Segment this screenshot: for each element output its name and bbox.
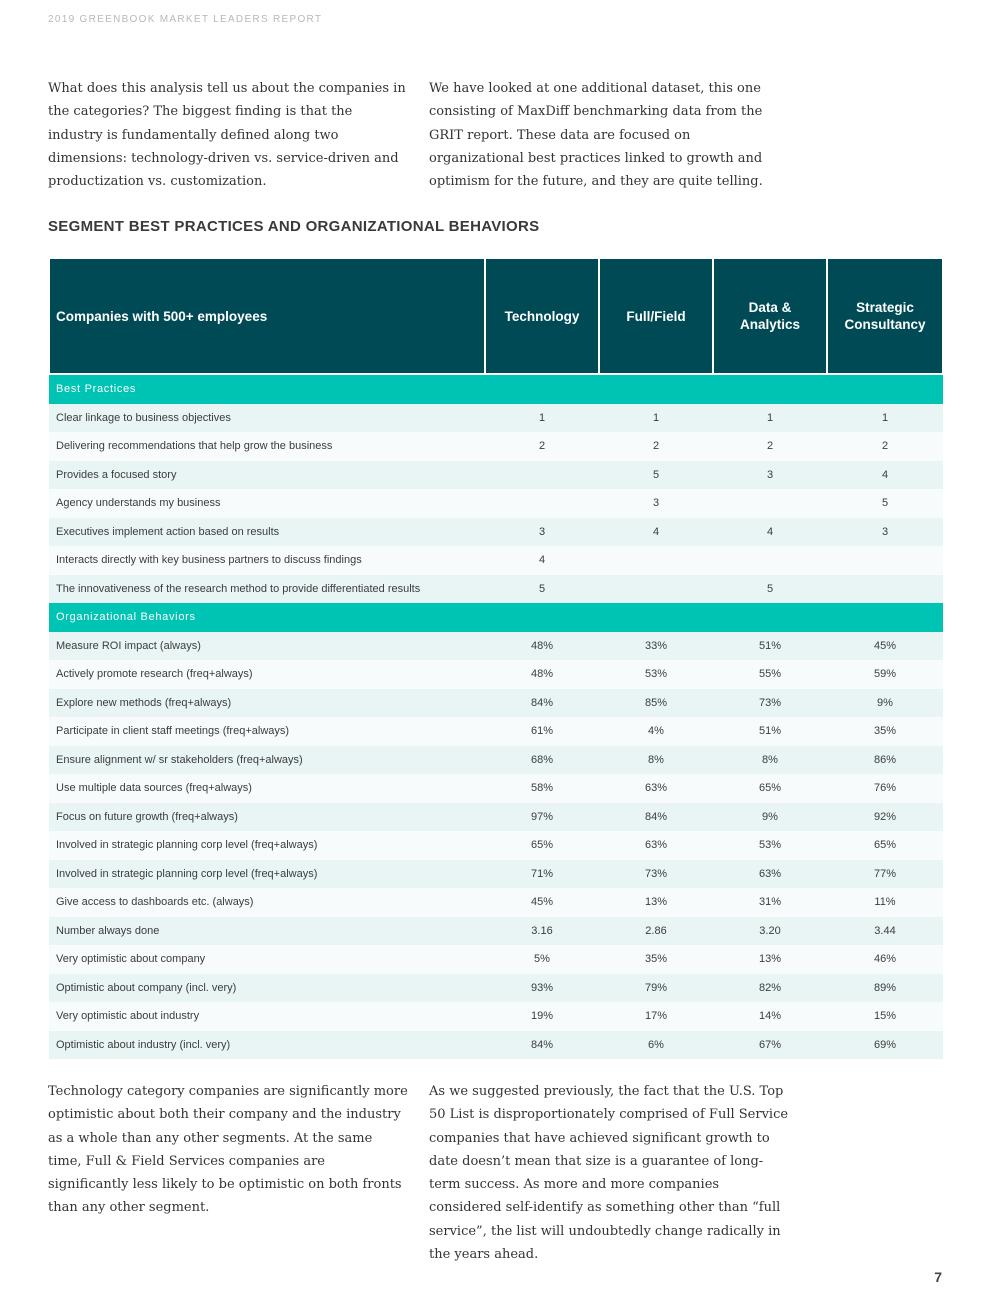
cell-value: 53% — [713, 831, 827, 860]
cell-value: 4 — [827, 461, 943, 490]
table-row — [49, 945, 943, 974]
running-header: 2019 GREENBOOK MARKET LEADERS REPORT — [48, 14, 323, 25]
outro-paragraph-right: As we suggested previously, the fact that the U.S. Top 50 List is disproportionately comprised of Full Service companies that have achieved significant growth to date doesn’t mean that size is a guarantee of long-term success. As more and more companies considered self-identify as something other than “full service”, the list will undoubtedly change radically in the years ahead. — [429, 1084, 789, 1263]
cell-value: 3 — [713, 461, 827, 490]
table-row — [49, 461, 943, 490]
table-row — [49, 746, 943, 775]
row-label: Ensure alignment w/ sr stakeholders (freq+always) — [49, 746, 485, 775]
row-label: Number always done — [49, 917, 485, 946]
cell-value: 8% — [713, 746, 827, 775]
cell-value: 73% — [713, 689, 827, 718]
row-label: Involved in strategic planning corp level (freq+always) — [49, 831, 485, 860]
section-label: Organizational Behaviors — [49, 603, 943, 632]
cell-value: 9% — [827, 689, 943, 718]
cell-value: 4 — [713, 518, 827, 547]
cell-value: 4 — [485, 546, 599, 575]
table-row — [49, 575, 943, 604]
cell-value: 2 — [713, 432, 827, 461]
table-row — [49, 860, 943, 889]
cell-value: 1 — [599, 404, 713, 433]
cell-value: 1 — [485, 404, 599, 433]
row-label: Very optimistic about industry — [49, 1002, 485, 1031]
cell-value: 69% — [827, 1031, 943, 1060]
cell-value — [599, 546, 713, 575]
cell-value: 93% — [485, 974, 599, 1003]
cell-value: 82% — [713, 974, 827, 1003]
cell-value: 3.44 — [827, 917, 943, 946]
table-row — [49, 803, 943, 832]
row-label: Clear linkage to business objectives — [49, 404, 485, 433]
table-row — [49, 660, 943, 689]
cell-value — [713, 546, 827, 575]
cell-value: 5% — [485, 945, 599, 974]
cell-value: 2 — [599, 432, 713, 461]
cell-value: 8% — [599, 746, 713, 775]
row-label: Actively promote research (freq+always) — [49, 660, 485, 689]
cell-value — [485, 461, 599, 490]
header-companies: Companies with 500+ employees — [49, 258, 485, 374]
row-label: Interacts directly with key business partners to discuss findings — [49, 546, 485, 575]
cell-value: 5 — [485, 575, 599, 604]
segment-table — [48, 257, 944, 1059]
cell-value: 13% — [713, 945, 827, 974]
table-row — [49, 518, 943, 547]
cell-value: 3 — [485, 518, 599, 547]
table-row — [49, 489, 943, 518]
table-row — [49, 1031, 943, 1060]
table-row — [49, 831, 943, 860]
row-label: Give access to dashboards etc. (always) — [49, 888, 485, 917]
cell-value: 51% — [713, 632, 827, 661]
cell-value: 61% — [485, 717, 599, 746]
cell-value: 77% — [827, 860, 943, 889]
section-row-org-behaviors — [49, 603, 943, 632]
cell-value: 15% — [827, 1002, 943, 1031]
cell-value: 46% — [827, 945, 943, 974]
table-row — [49, 974, 943, 1003]
cell-value: 13% — [599, 888, 713, 917]
cell-value: 86% — [827, 746, 943, 775]
cell-value: 35% — [599, 945, 713, 974]
table-row — [49, 717, 943, 746]
cell-value: 48% — [485, 660, 599, 689]
page-number: 7 — [934, 1269, 942, 1285]
cell-value: 3.16 — [485, 917, 599, 946]
cell-value: 71% — [485, 860, 599, 889]
row-label: Use multiple data sources (freq+always) — [49, 774, 485, 803]
cell-value: 35% — [827, 717, 943, 746]
row-label: Executives implement action based on results — [49, 518, 485, 547]
cell-value: 5 — [713, 575, 827, 604]
table-row — [49, 404, 943, 433]
table-row — [49, 917, 943, 946]
table-row — [49, 774, 943, 803]
outro-paragraph-left: Technology category companies are significantly more optimistic about both their company and the industry as a whole than any other segments. At the same time, Full & Field Services companies are significantly less likely to be optimistic on both fronts than any other segment. — [48, 1084, 408, 1216]
cell-value: 4% — [599, 717, 713, 746]
cell-value: 65% — [485, 831, 599, 860]
cell-value — [827, 575, 943, 604]
cell-value: 63% — [599, 831, 713, 860]
cell-value: 84% — [599, 803, 713, 832]
table-row — [49, 632, 943, 661]
cell-value: 11% — [827, 888, 943, 917]
table-body — [49, 374, 943, 1059]
cell-value: 1 — [713, 404, 827, 433]
cell-value: 48% — [485, 632, 599, 661]
cell-value: 92% — [827, 803, 943, 832]
row-label: Measure ROI impact (always) — [49, 632, 485, 661]
row-label: Focus on future growth (freq+always) — [49, 803, 485, 832]
row-label: Agency understands my business — [49, 489, 485, 518]
cell-value: 45% — [485, 888, 599, 917]
cell-value: 14% — [713, 1002, 827, 1031]
cell-value: 53% — [599, 660, 713, 689]
cell-value — [485, 489, 599, 518]
cell-value: 3 — [827, 518, 943, 547]
row-label: Involved in strategic planning corp level (freq+always) — [49, 860, 485, 889]
table-row — [49, 1002, 943, 1031]
cell-value: 63% — [599, 774, 713, 803]
cell-value — [713, 489, 827, 518]
cell-value: 19% — [485, 1002, 599, 1031]
section-row-best-practices — [49, 374, 943, 404]
cell-value: 2 — [485, 432, 599, 461]
cell-value: 58% — [485, 774, 599, 803]
header-technology: Technology — [485, 258, 599, 374]
table-header-row — [49, 258, 943, 374]
section-label: Best Practices — [49, 374, 943, 404]
cell-value: 55% — [713, 660, 827, 689]
cell-value: 1 — [827, 404, 943, 433]
header-strategic-consultancy: Strategic Consultancy — [827, 258, 943, 374]
cell-value: 84% — [485, 689, 599, 718]
cell-value: 68% — [485, 746, 599, 775]
cell-value — [599, 575, 713, 604]
intro-paragraph-right: We have looked at one additional dataset, this one consisting of MaxDiff benchmarking data from the GRIT report. These data are focused on organizational best practices linked to growth and optimism for the future, and they are quite telling. — [429, 81, 763, 190]
cell-value: 51% — [713, 717, 827, 746]
cell-value: 3.20 — [713, 917, 827, 946]
row-label: Provides a focused story — [49, 461, 485, 490]
header-full-field: Full/Field — [599, 258, 713, 374]
row-label: Delivering recommendations that help grow the business — [49, 432, 485, 461]
cell-value: 45% — [827, 632, 943, 661]
cell-value: 2.86 — [599, 917, 713, 946]
row-label: Optimistic about company (incl. very) — [49, 974, 485, 1003]
cell-value: 89% — [827, 974, 943, 1003]
cell-value: 9% — [713, 803, 827, 832]
cell-value: 67% — [713, 1031, 827, 1060]
table-row — [49, 546, 943, 575]
cell-value: 17% — [599, 1002, 713, 1031]
cell-value: 5 — [599, 461, 713, 490]
row-label: Explore new methods (freq+always) — [49, 689, 485, 718]
cell-value: 6% — [599, 1031, 713, 1060]
cell-value: 85% — [599, 689, 713, 718]
cell-value: 5 — [827, 489, 943, 518]
cell-value: 65% — [713, 774, 827, 803]
table-row — [49, 689, 943, 718]
section-title: SEGMENT BEST PRACTICES AND ORGANIZATIONAL BEHAVIORS — [48, 218, 540, 235]
cell-value: 33% — [599, 632, 713, 661]
table-row — [49, 888, 943, 917]
cell-value: 3 — [599, 489, 713, 518]
cell-value: 65% — [827, 831, 943, 860]
cell-value: 2 — [827, 432, 943, 461]
row-label: The innovativeness of the research method to provide differentiated results — [49, 575, 485, 604]
cell-value: 97% — [485, 803, 599, 832]
cell-value: 76% — [827, 774, 943, 803]
row-label: Optimistic about industry (incl. very) — [49, 1031, 485, 1060]
cell-value: 31% — [713, 888, 827, 917]
intro-paragraph-left: What does this analysis tell us about the companies in the categories? The biggest finding is that the industry is fundamentally defined along two dimensions: technology-driven vs. service-driven and productization vs. customization. — [48, 81, 406, 190]
cell-value: 84% — [485, 1031, 599, 1060]
table-row — [49, 432, 943, 461]
cell-value: 59% — [827, 660, 943, 689]
header-data-analytics: Data & Analytics — [713, 258, 827, 374]
cell-value: 63% — [713, 860, 827, 889]
cell-value — [827, 546, 943, 575]
cell-value: 4 — [599, 518, 713, 547]
cell-value: 79% — [599, 974, 713, 1003]
row-label: Participate in client staff meetings (freq+always) — [49, 717, 485, 746]
cell-value: 73% — [599, 860, 713, 889]
row-label: Very optimistic about company — [49, 945, 485, 974]
